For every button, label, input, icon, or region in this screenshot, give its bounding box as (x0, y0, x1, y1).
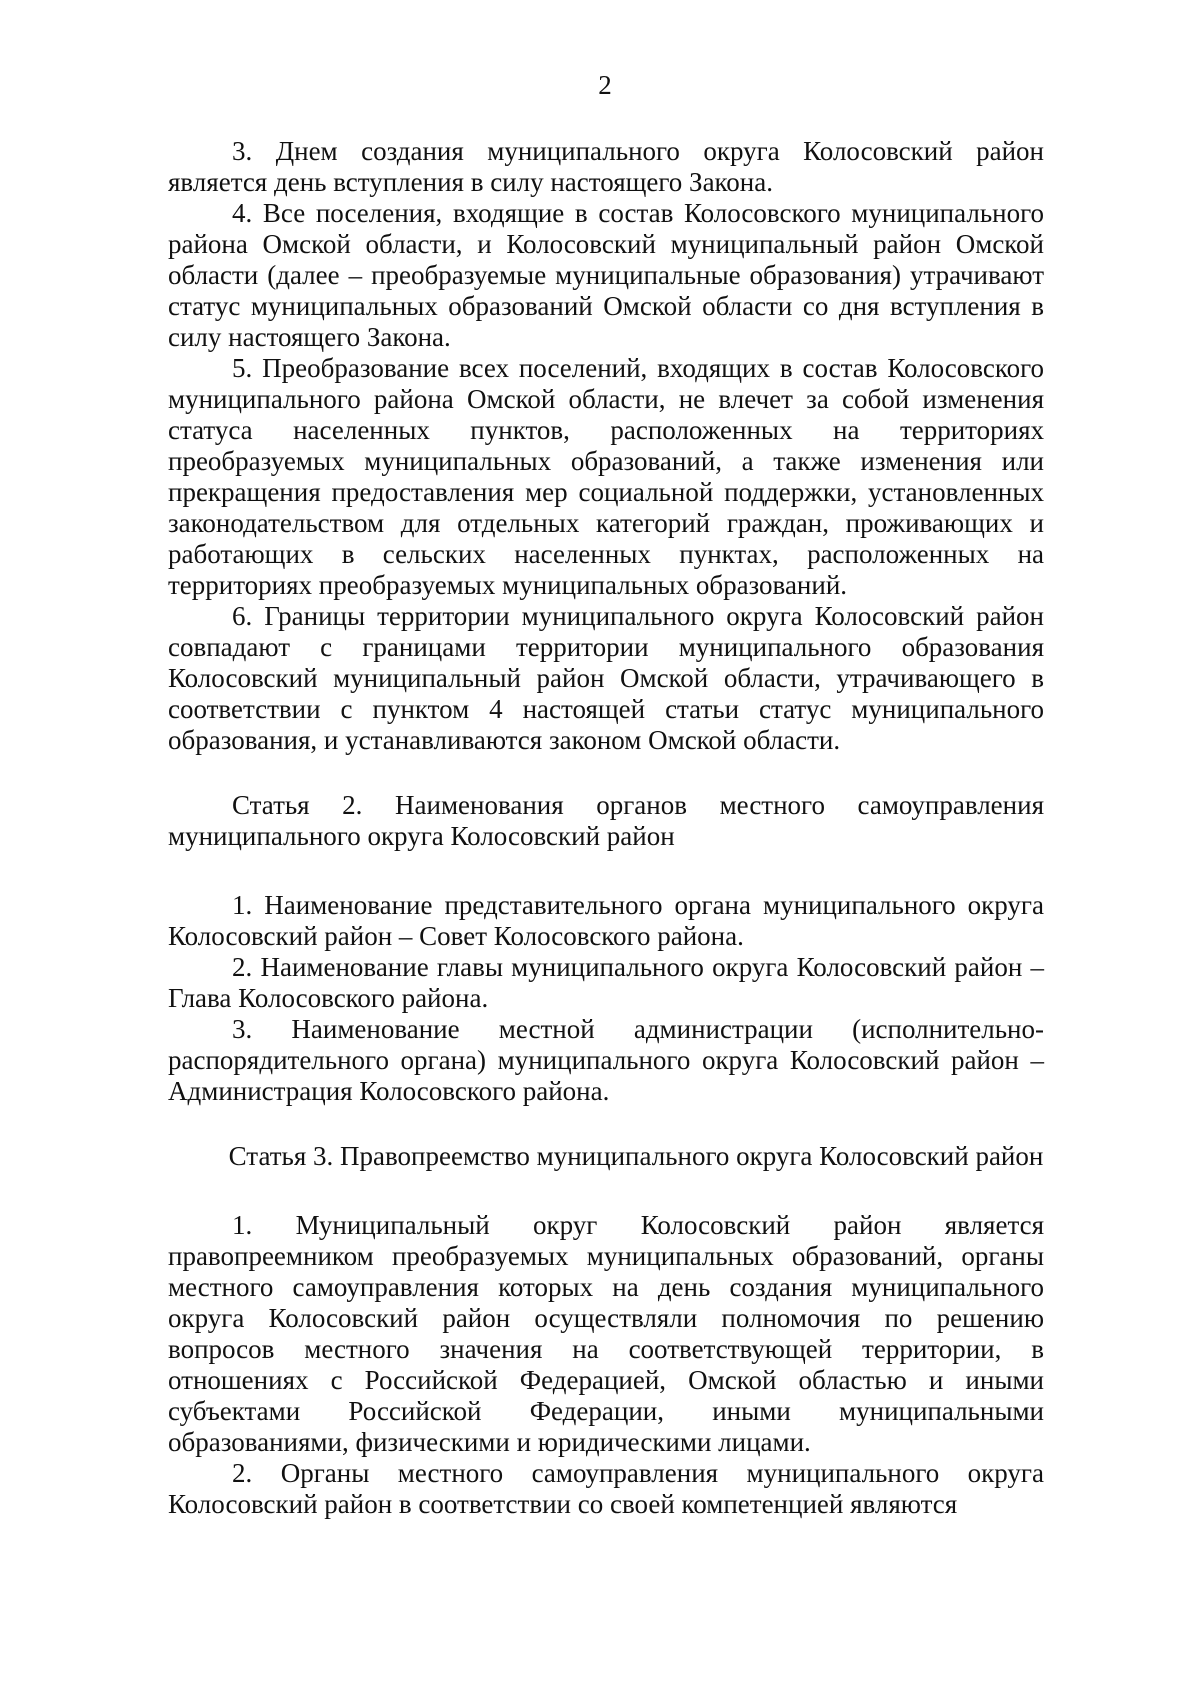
article-2-heading: Статья 2. Наименования органов местного самоуправления муниципального округа Колосовский район (168, 790, 1044, 851)
page-number: 2 (598, 70, 612, 100)
paragraph-3-2: 2. Органы местного самоуправления муниципального округа Колосовский район в соответствии со своей компетенцией являются (168, 1458, 1044, 1519)
paragraph-1-6: 6. Границы территории муниципального округа Колосовский район совпадают с границами территории муниципального образования Колосовский муниципальный район Омской области, утрачивающего в соответствии с пунктом 4 настоящей статьи статус муниципального образования, и устанавливаются законом Омской области. (168, 601, 1044, 755)
article-3-heading: Статья 3. Правопреемство муниципального округа Колосовский район (228, 1141, 1044, 1171)
paragraph-1-5: 5. Преобразование всех поселений, входящих в состав Колосовского муниципального района Омской области, не влечет за собой изменения статуса населенных пунктов, расположенных на территориях преобразуемых муниципальных образований, а также изменения или прекращения предоставления мер социальной поддержки, установленных законодательством для отдельных категорий граждан, проживающих и работающих в сельских населенных пунктах, расположенных на территориях преобразуемых муниципальных образований. (168, 353, 1044, 600)
paragraph-2-1: 1. Наименование представительного органа муниципального округа Колосовский район – Совет Колосовского района. (168, 890, 1044, 951)
document-body (168, 136, 1044, 1520)
paragraph-1-4: 4. Все поселения, входящие в состав Колосовского муниципального района Омской области, и Колосовский муниципальный район Омской области (далее – преобразуемые муниципальные образования) утрачивают статус муниципальных образований Омской области со дня вступления в силу настоящего Закона. (168, 198, 1044, 352)
paragraph-1-3: 3. Днем создания муниципального округа Колосовский район является день вступления в силу настоящего Закона. (168, 136, 1044, 197)
paragraph-2-2: 2. Наименование главы муниципального округа Колосовский район – Глава Колосовского района. (168, 952, 1044, 1013)
paragraph-3-1: 1. Муниципальный округ Колосовский район является правопреемником преобразуемых муниципальных образований, органы местного самоуправления которых на день создания муниципального округа Колосовский район осуществляли полномочия по решению вопросов местного значения на соответствующей территории, в отношениях с Российской Федерацией, Омской областью и иными субъектами Российской Федерации, иными муниципальными образованиями, физическими и юридическими лицами. (168, 1210, 1044, 1457)
paragraph-2-3: 3. Наименование местной администрации (исполнительно-распорядительного органа) муниципального округа Колосовский район – Администрация Колосовского района. (168, 1014, 1044, 1106)
